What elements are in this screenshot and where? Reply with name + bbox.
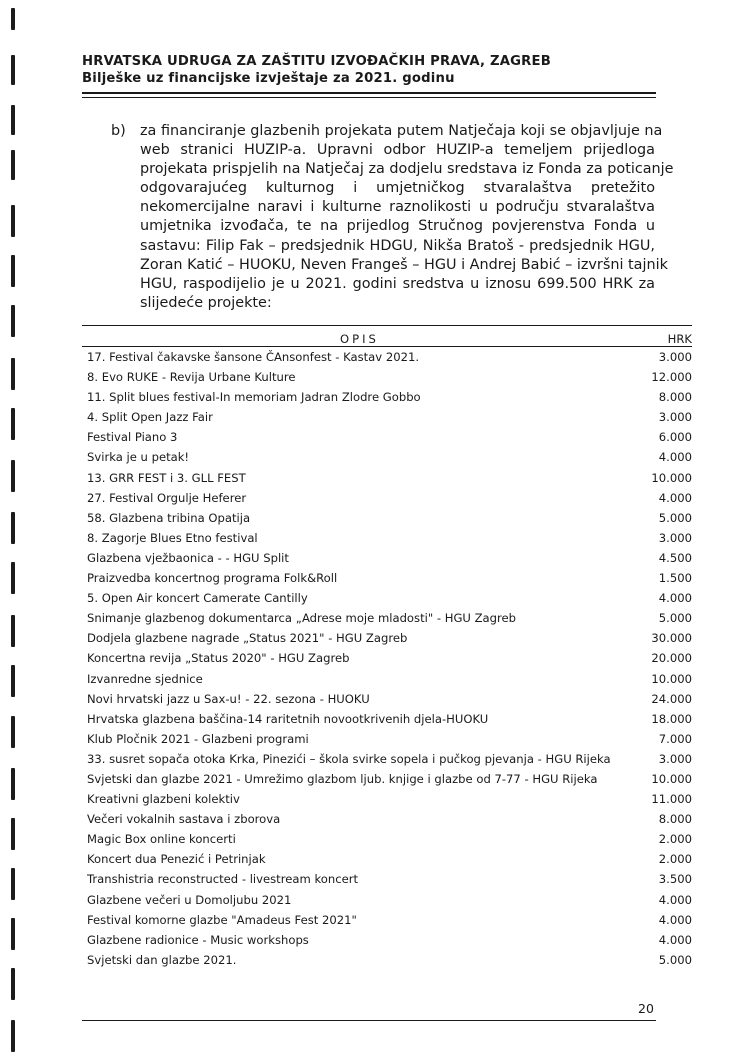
row-description: Hrvatska glazbena baščina-14 raritetnih novootkrivenih djela-HUOKU (87, 711, 489, 726)
paragraph-line: web stranici HUZIP-a. Upravni odbor HUZIP-a temeljem prijedloga (140, 142, 655, 159)
row-description: 5. Open Air koncert Camerate Cantilly (87, 591, 308, 606)
table-row (82, 588, 692, 608)
row-amount: 7.000 (658, 731, 692, 746)
binder-mark (11, 205, 15, 237)
row-description: Svjetski dan glazbe 2021. (87, 952, 237, 967)
row-description: Glazbena vježbaonica - - HGU Split (87, 550, 289, 565)
document-title: HRVATSKA UDRUGA ZA ZAŠTITU IZVOĐAČKIH PRAVA, ZAGREB (82, 54, 551, 69)
row-amount: 4.000 (658, 450, 692, 465)
paragraph-line: projekata prispjelih na Natječaj za dodjelu sredstava iz Fonda za poticanje (140, 161, 674, 178)
table-row (82, 829, 692, 849)
table-row (82, 950, 692, 970)
paragraph-line: umjetnika izvođača, te na prijedlog Stručnog povjerenstva Fonda u (140, 218, 655, 235)
binder-mark (11, 305, 15, 337)
row-amount: 10.000 (651, 470, 692, 485)
header-hrk: HRK (667, 332, 692, 346)
binder-mark (11, 562, 15, 594)
row-description: Izvanredne sjednice (87, 671, 203, 686)
row-description: Koncert dua Penezić i Petrinjak (87, 852, 266, 867)
row-description: 11. Split blues festival-In memoriam Jadran Zlodre Gobbo (87, 390, 421, 405)
table-row (82, 488, 692, 508)
row-amount: 3.000 (658, 350, 692, 364)
binder-mark (11, 868, 15, 900)
row-amount: 3.000 (658, 530, 692, 545)
header-opis: OPIS (340, 332, 379, 346)
row-description: 27. Festival Orgulje Heferer (87, 490, 247, 505)
binder-mark (11, 460, 15, 492)
projects-table (82, 325, 692, 970)
row-amount: 6.000 (658, 430, 692, 445)
table-row (82, 528, 692, 548)
row-amount: 18.000 (651, 711, 692, 726)
row-description: Kreativni glazbeni kolektiv (87, 792, 240, 807)
paragraph-line: za financiranje glazbenih projekata putem Natječaja koji se objavljuje na (140, 123, 663, 139)
table-header (82, 332, 692, 346)
paragraph-line: slijedeće projekte: (140, 294, 272, 311)
row-description: Transhistria reconstructed - livestream koncert (87, 872, 359, 887)
row-description: 8. Evo RUKE - Revija Urbane Kulture (87, 370, 296, 385)
table-body (82, 347, 692, 970)
row-amount: 5.000 (658, 611, 692, 626)
paragraph-line: odgovarajućeg kulturnog i umjetničkog stvaralaštva pretežito (140, 180, 655, 197)
row-amount: 4.000 (658, 912, 692, 927)
page-number: 20 (638, 1001, 654, 1016)
row-description: 4. Split Open Jazz Fair (87, 410, 213, 425)
row-description: Klub Pločnik 2021 - Glazbeni programi (87, 731, 309, 746)
body-paragraph (111, 122, 674, 313)
table-row (82, 729, 692, 749)
table-row (82, 930, 692, 950)
paragraph-line: HGU, raspodijelio je u 2021. godini sredstva u iznosu 699.500 HRK za (140, 275, 655, 292)
row-amount: 30.000 (651, 631, 692, 646)
table-row (82, 849, 692, 869)
row-description: Svjetski dan glazbe 2021 - Umrežimo glazbom ljub. knjige i glazbe od 7-77 - HGU Rijeka (87, 771, 598, 786)
footer-rule (82, 1020, 656, 1021)
row-description: Koncertna revija „Status 2020" - HGU Zagreb (87, 651, 350, 666)
table-row (82, 387, 692, 407)
row-amount: 8.000 (658, 812, 692, 827)
table-row (82, 447, 692, 467)
binder-mark (11, 768, 15, 800)
table-row (82, 869, 692, 889)
binder-mark (11, 105, 15, 135)
row-amount: 10.000 (651, 771, 692, 786)
row-description: Praizvedba koncertnog programa Folk&Roll (87, 571, 338, 586)
table-row (82, 508, 692, 528)
table-row (82, 347, 692, 367)
binder-mark (11, 8, 15, 30)
table-row (82, 608, 692, 628)
row-amount: 2.000 (658, 852, 692, 867)
row-amount: 4.000 (658, 591, 692, 606)
paragraph-line: Zoran Katić – HUOKU, Neven Frangeš – HGU i Andrej Babić – izvršni tajnik (140, 256, 668, 273)
binder-mark (11, 665, 15, 697)
row-amount: 2.000 (658, 832, 692, 847)
binder-mark (11, 818, 15, 850)
paragraph-line: sastavu: Filip Fak – predsjednik HDGU, Nikša Bratoš - predsjednik HGU, (140, 237, 655, 254)
table-row (82, 689, 692, 709)
table-top-rule (82, 325, 692, 326)
table-row (82, 789, 692, 809)
header-rule-thick (82, 92, 656, 94)
table-row (82, 709, 692, 729)
table-row (82, 749, 692, 769)
row-amount: 4.000 (658, 932, 692, 947)
row-description: 8. Zagorje Blues Etno festival (87, 530, 258, 545)
row-description: 58. Glazbena tribina Opatija (87, 510, 251, 525)
row-amount: 4.500 (658, 550, 692, 565)
binder-mark (11, 358, 15, 390)
row-description: Festival Piano 3 (87, 430, 178, 445)
table-row (82, 427, 692, 447)
table-row (82, 648, 692, 668)
row-amount: 8.000 (658, 390, 692, 405)
document-header (82, 53, 662, 87)
row-description: 13. GRR FEST i 3. GLL FEST (87, 470, 246, 485)
row-amount: 3.000 (658, 751, 692, 766)
header-rule-thin (82, 97, 656, 98)
row-amount: 4.000 (658, 490, 692, 505)
document-subtitle: Bilješke uz financijske izvještaje za 2021. godinu (82, 71, 455, 86)
row-description: Svirka je u petak! (87, 450, 190, 465)
row-amount: 1.500 (658, 571, 692, 586)
binder-mark (11, 150, 15, 180)
row-description: Festival komorne glazbe "Amadeus Fest 2021" (87, 912, 357, 927)
row-amount: 4.000 (658, 892, 692, 907)
table-row (82, 669, 692, 689)
row-description: 17. Festival čakavske šansone ČAnsonfest - Kastav 2021. (87, 350, 420, 364)
binder-mark (11, 1020, 15, 1052)
binder-mark (11, 968, 15, 1000)
row-description: Glazbene večeri u Domoljubu 2021 (87, 892, 292, 907)
table-row (82, 809, 692, 829)
row-description: 33. susret sopača otoka Krka, Pinezići – škola svirke sopela i pučkog pjevanja - HGU Rijeka (87, 751, 611, 766)
table-row (82, 367, 692, 387)
row-amount: 12.000 (651, 370, 692, 385)
table-row (82, 468, 692, 488)
table-row (82, 628, 692, 648)
table-row (82, 890, 692, 910)
row-description: Večeri vokalnih sastava i zborova (87, 812, 281, 827)
binder-mark (11, 716, 15, 748)
paragraph-line: nekomercijalne naravi i kulturne raznolikosti u području stvaralaštva (140, 199, 655, 216)
row-amount: 24.000 (651, 691, 692, 706)
row-amount: 10.000 (651, 671, 692, 686)
table-row (82, 568, 692, 588)
row-amount: 11.000 (651, 792, 692, 807)
binder-mark (11, 512, 15, 544)
row-description: Novi hrvatski jazz u Sax-u! - 22. sezona - HUOKU (87, 691, 370, 706)
row-amount: 20.000 (651, 651, 692, 666)
binder-mark (11, 55, 15, 85)
row-amount: 5.000 (658, 510, 692, 525)
row-description: Snimanje glazbenog dokumentarca „Adrese moje mladosti" - HGU Zagreb (87, 611, 517, 626)
row-amount: 5.000 (658, 952, 692, 967)
row-description: Dodjela glazbene nagrade „Status 2021" - HGU Zagreb (87, 631, 408, 646)
binder-mark (11, 615, 15, 647)
row-amount: 3.000 (658, 410, 692, 425)
binder-mark (11, 408, 15, 440)
table-row (82, 910, 692, 930)
row-amount: 3.500 (658, 872, 692, 887)
table-row (82, 548, 692, 568)
table-row (82, 769, 692, 789)
row-description: Glazbene radionice - Music workshops (87, 932, 309, 947)
row-description: Magic Box online koncerti (87, 832, 236, 847)
list-marker: b) (111, 123, 126, 139)
binder-mark (11, 918, 15, 950)
binder-mark (11, 255, 15, 287)
table-row (82, 407, 692, 427)
